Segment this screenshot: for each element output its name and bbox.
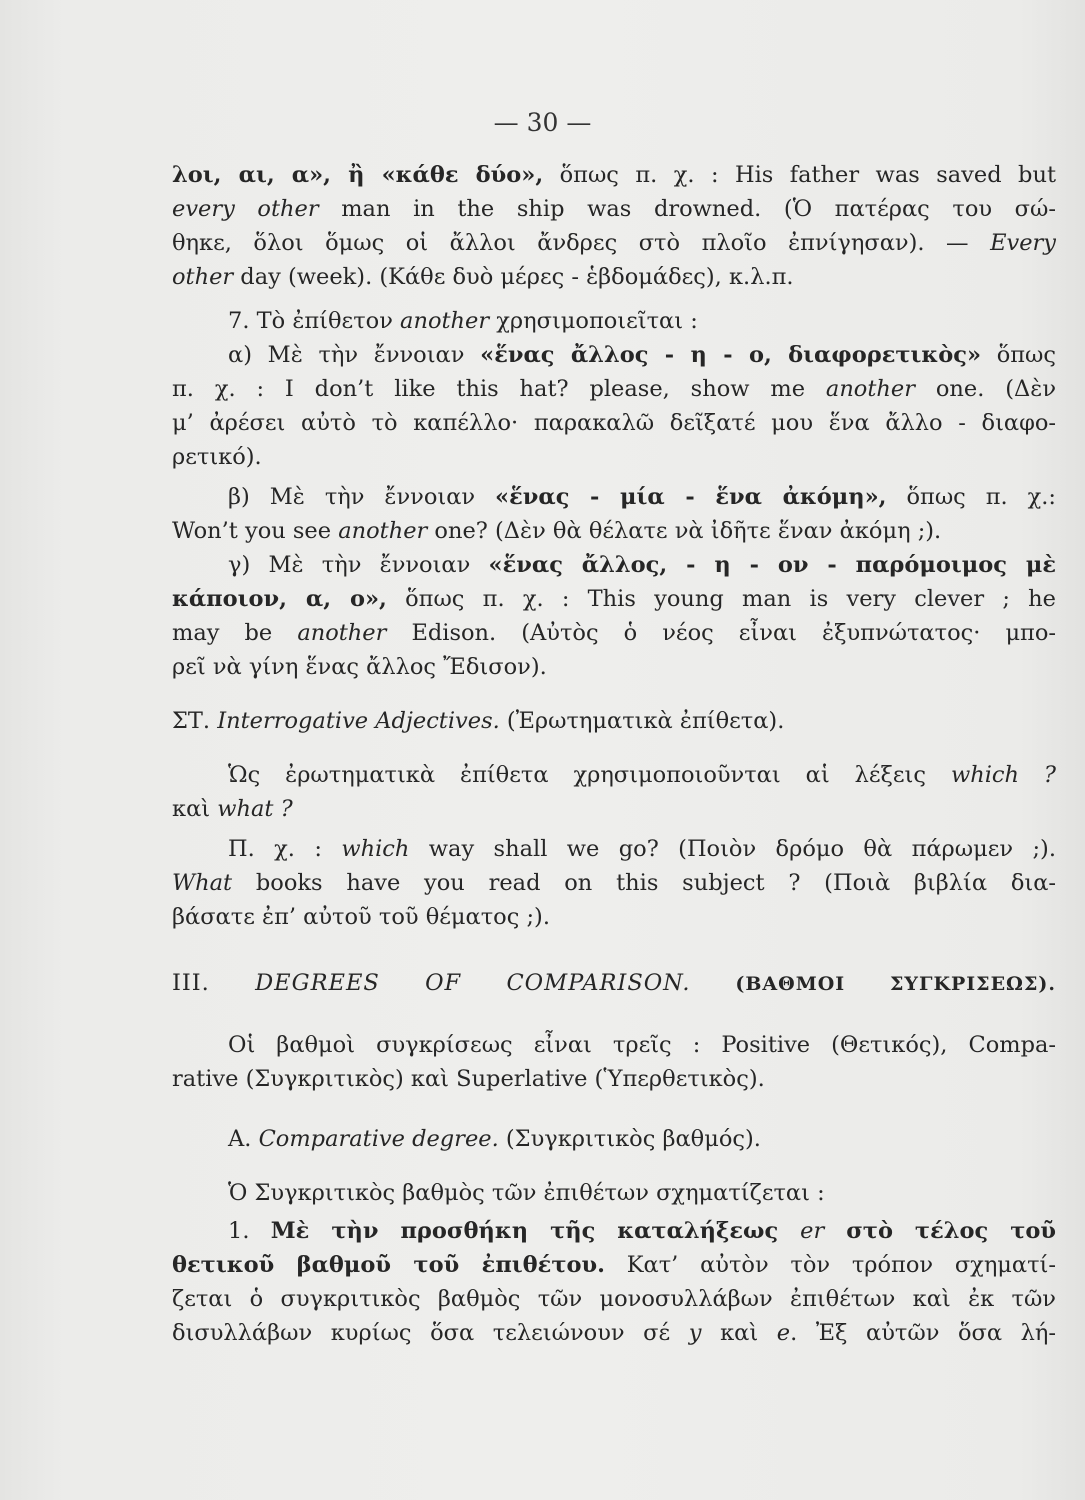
- text-line: [172, 792, 1056, 826]
- text-run: Won’t you see: [172, 518, 339, 544]
- text-run: «ἕνας ἄλλος - η - ο, διαφορετικὸς»: [480, 342, 982, 368]
- text-line: [172, 1028, 1056, 1062]
- text-run: βάσατε ἐπ’ αὐτοῦ τοῦ θέματος ;).: [172, 904, 550, 930]
- text-run: (ΒΑΘΜΟΙ ΣΥΓΚΡΙΣΕΩΣ).: [690, 973, 1056, 995]
- text-run: λοι, αι, α», ἢ «κάθε δύο»,: [172, 162, 544, 188]
- page-number: — 30 —: [493, 108, 592, 137]
- text-line: [172, 260, 1056, 294]
- text-run: way shall we go? (Ποιὸν δρόμο θὰ πάρωμεν ;).: [409, 836, 1056, 862]
- text-run: καὶ: [172, 796, 218, 822]
- text-run: DEGREES OF COMPARISON.: [255, 970, 691, 996]
- text-run: ΣΤ.: [172, 708, 218, 734]
- text-run: (Συγκριτικὸς βαθμός).: [498, 1126, 761, 1152]
- text-run: Edison. (Αὐτὸς ὁ νέος εἶναι ἐξυπνώτατος· μπο-: [386, 620, 1056, 646]
- text-line: [172, 966, 1056, 1001]
- text-line: [172, 1282, 1056, 1316]
- text-run: one? (Δὲν θὰ θέλατε νὰ ἰδῆτε ἕναν ἀκόμη ;).: [427, 518, 942, 544]
- text-run: α) Μὲ τὴν ἔννοιαν: [228, 342, 481, 368]
- text-line: [172, 616, 1056, 650]
- text-run: Interrogative Adjectives.: [217, 708, 500, 734]
- text-run: 7. Τὸ ἐπίθετον: [228, 308, 401, 334]
- text-run: what ?: [217, 796, 293, 822]
- text-line: [172, 514, 1056, 548]
- text-line: [172, 338, 1056, 372]
- text-run: ρετικό).: [172, 444, 262, 470]
- text-line: [172, 372, 1056, 406]
- text-line: [172, 158, 1056, 192]
- text-run: Οἱ βαθμοὶ συγκρίσεως εἶναι τρεῖς : Positive (Θετικός), Compa-: [228, 1032, 1056, 1058]
- text-run: III.: [172, 970, 256, 996]
- text-run: y: [688, 1320, 702, 1346]
- text-line: [172, 1062, 1056, 1096]
- text-line: [172, 758, 1056, 792]
- text-line: [172, 304, 1056, 338]
- text-line: [172, 1122, 1056, 1156]
- text-line: [172, 866, 1056, 900]
- text-run: may be: [172, 620, 298, 646]
- text-run: θηκε, ὅλοι ὅμως οἱ ἄλλοι ἄνδρες στὸ πλοῖο ἐπνίγησαν). —: [172, 230, 991, 256]
- text-run: every other: [172, 196, 319, 222]
- text-line: [172, 1214, 1056, 1248]
- text-line: [172, 480, 1056, 514]
- text-run: another: [297, 620, 387, 646]
- text-run: . Ἐξ αὐτῶν ὅσα λή-: [790, 1320, 1056, 1346]
- text-run: κάποιον, α, ο»,: [172, 586, 387, 612]
- text-run: e: [776, 1320, 791, 1346]
- text-run: Μὲ τὴν προσθήκη τῆς καταλήξεως: [270, 1218, 801, 1244]
- text-run: which ?: [950, 762, 1056, 788]
- text-line: [172, 900, 1056, 934]
- text-run: π. χ. : I don’t like this hat? please, show me: [172, 376, 826, 402]
- text-run: man in the ship was drowned. (Ὁ πατέρας του σώ-: [318, 196, 1056, 222]
- text-line: [172, 650, 1056, 684]
- text-run: other: [172, 264, 234, 290]
- text-run: θετικοῦ βαθμοῦ τοῦ ἐπιθέτου.: [172, 1252, 605, 1278]
- text-run: δισυλλάβων κυρίως ὅσα τελειώνουν σέ: [172, 1320, 689, 1346]
- text-run: ρεῖ νὰ γίνη ἕνας ἄλλος Ἔδισον).: [172, 654, 547, 680]
- text-run: er: [800, 1218, 825, 1244]
- text-run: one. (Δὲν: [914, 376, 1056, 402]
- text-run: Κατ’ αὐτὸν τὸν τρόπον σχηματί-: [604, 1252, 1056, 1278]
- text-run: rative (Συγκριτικὸς) καὶ Superlative (Ὑπερθετικὸς).: [172, 1066, 765, 1092]
- text-run: β) Μὲ τὴν ἔννοιαν: [228, 484, 496, 510]
- text-line: [172, 548, 1056, 582]
- text-run: Ὡς ἐρωτηματικὰ ἐπίθετα χρησιμοποιοῦνται αἱ λέξεις: [228, 762, 951, 788]
- text-run: ὅπως π. χ.:: [886, 484, 1056, 510]
- text-run: ὅπως π. χ. : This young man is very clever ; he: [386, 586, 1056, 612]
- text-run: ὅπως: [981, 342, 1056, 368]
- text-run: στὸ τέλος τοῦ: [824, 1218, 1056, 1244]
- text-run: (Ἐρωτηματικὰ ἐπίθετα).: [499, 708, 785, 734]
- text-run: 1.: [228, 1218, 271, 1244]
- text-run: Α.: [228, 1126, 259, 1152]
- text-run: Π. χ. :: [228, 836, 342, 862]
- text-run: What: [172, 870, 233, 896]
- text-run: μ’ ἀρέσει αὐτὸ τὸ καπέλλο· παρακαλῶ δεῖξατέ μου ἕνα ἄλλο - διαφο-: [172, 410, 1056, 436]
- text-line: [172, 582, 1056, 616]
- text-line: [172, 440, 1056, 474]
- text-line: [172, 1248, 1056, 1282]
- text-line: [172, 1176, 1056, 1210]
- text-line: [172, 704, 1056, 738]
- text-run: «ἕνας ἄλλος, - η - ον - παρόμοιμος μὲ: [488, 552, 1056, 578]
- text-run: γ) Μὲ τὴν ἔννοιαν: [228, 552, 489, 578]
- text-run: books have you read on this subject ? (Ποιὰ βιβλία δια-: [232, 870, 1056, 896]
- text-run: «ἕνας - μία - ἕνα ἀκόμη»,: [495, 484, 887, 510]
- text-run: Ὁ Συγκριτικὸς βαθμὸς τῶν ἐπιθέτων σχηματίζεται :: [228, 1180, 825, 1206]
- text-run: another: [400, 308, 490, 334]
- text-run: another: [338, 518, 428, 544]
- text-run: Every: [990, 230, 1056, 256]
- text-run: Comparative degree.: [258, 1126, 499, 1152]
- text-run: another: [825, 376, 915, 402]
- text-run: ζεται ὁ συγκριτικὸς βαθμὸς τῶν μονοσυλλάβων ἐπιθέτων καὶ ἐκ τῶν: [172, 1286, 1056, 1312]
- text-run: χρησιμοποιεῖται :: [489, 308, 698, 334]
- text-run: day (week). (Κάθε δυὸ μέρες - ἑβδομάδες), κ.λ.π.: [233, 264, 794, 290]
- text-run: ὅπως π. χ. : His father was saved but: [543, 162, 1056, 188]
- text-line: [172, 832, 1056, 866]
- text-run: which: [341, 836, 410, 862]
- text-run: καὶ: [701, 1320, 777, 1346]
- text-line: [172, 1316, 1056, 1350]
- text-line: [172, 226, 1056, 260]
- text-line: [172, 406, 1056, 440]
- text-line: [172, 192, 1056, 226]
